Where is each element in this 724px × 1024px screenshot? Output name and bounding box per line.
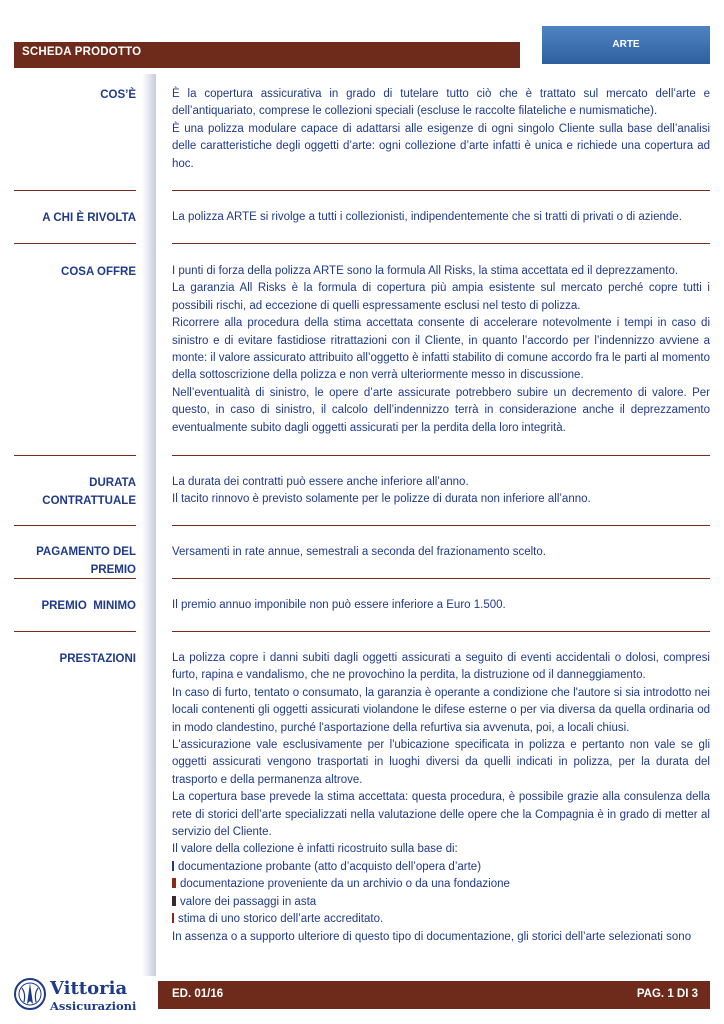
tab-arte[interactable]: [542, 26, 710, 64]
text-premio-minimo: [172, 597, 710, 614]
logo-name: Vittoria: [50, 978, 128, 999]
text-cosa-offre: [172, 263, 710, 437]
rule-left: [14, 578, 136, 579]
section-divider-bar: [142, 74, 156, 976]
paragraph: La garanzia All Risks è la formula di copertura più ampia esistente sul mercato perché copre tutti i possibili rischi, ad eccezione di quelli espressamente esclusi nel testo di polizza.: [172, 282, 710, 312]
label-premio-minimo: PREMIO MINIMO: [41, 600, 136, 612]
label-pagamento: [12, 543, 136, 579]
paragraph: In caso di furto, tentato o consumato, la garanzia è operante a condizione che l'autore si sia introdotto nei locali contenenti gli oggetti assicurati violandone le difese esterne o per via diversa da quella ordinaria od in modo clandestino, purché l'asportazione della refurtiva sia avvenuta, poi, a locali chiusi.: [172, 686, 710, 734]
bullet-icon: [172, 878, 176, 888]
list-item: documentazione probante (atto d’acquisto dell’opera d’arte): [172, 859, 710, 876]
bullet-icon: [172, 896, 176, 906]
label-cosa-offre: COSA OFFRE: [61, 266, 136, 278]
label-line: CONTRATTUALE: [42, 495, 136, 507]
text-a-chi: [172, 209, 710, 226]
paragraph: I punti di forza della polizza ARTE sono la formula All Risks, la stima accettata ed il deprezzamento.: [172, 265, 679, 277]
page-number: PAG. 1 DI 3: [636, 988, 698, 1000]
label-a-chi: A CHI È RIVOLTA: [42, 212, 136, 224]
paragraph: Nell’eventualità di sinistro, le opere d’arte assicurate potrebbero subire un decremento di valore. Per questo, in caso di sinistro, il calcolo dell’indennizzo terrà in considerazione anche il deprezzamento eventualmente subito dagli oggetti assicurati per la perdita della loro integrità.: [172, 386, 710, 434]
label-prestazioni: PRESTAZIONI: [59, 653, 136, 665]
text-prestazioni: [172, 650, 710, 946]
rule-right: [172, 455, 710, 456]
list-item: stima di uno storico dell’arte accreditato.: [172, 911, 710, 928]
rule-right: [172, 578, 710, 579]
logo-sub: Assicurazioni: [50, 999, 137, 1013]
label-cose: COS’È: [100, 89, 136, 101]
header-bar: [14, 42, 520, 68]
rule-right: [172, 190, 710, 191]
header-title: SCHEDA PRODOTTO: [22, 46, 142, 58]
paragraph: La durata dei contratti può essere anche inferiore all’anno.: [172, 476, 469, 488]
label-durata: [12, 474, 136, 510]
paragraph: Il tacito rinnovo è previsto solamente per le polizze di durata non inferiore all’anno.: [172, 493, 591, 506]
rule-left: [14, 243, 136, 244]
paragraph: Versamenti in rate annue, semestrali a seconda del frazionamento scelto.: [172, 546, 546, 558]
label-line: PREMIO: [90, 564, 136, 576]
rule-left: [14, 631, 136, 632]
rule-right: [172, 631, 710, 632]
rule-left: [14, 190, 136, 191]
text-pagamento: [172, 544, 710, 561]
label-line: DURATA: [89, 477, 136, 489]
text-durata: [172, 474, 710, 509]
tab-arte-label: ARTE: [612, 39, 640, 50]
label-line: PAGAMENTO DEL: [36, 546, 136, 558]
paragraph: In assenza o a supporto ulteriore di questo tipo di documentazione, gli storici dell’arte selezionati sono: [172, 930, 692, 943]
paragraph: È la copertura assicurativa in grado di tutelare tutto ciò che è trattato sul mercato dell’arte e dell’antiquariato, comprese le collezioni speciali (escluse le raccolte filateliche e numismatiche).: [172, 88, 710, 118]
list-item: documentazione proveniente da un archivio o da una fondazione: [172, 876, 710, 893]
edition: ED. 01/16: [172, 988, 224, 1000]
footer-bar: [158, 981, 710, 1009]
vittoria-logo: [14, 974, 140, 1016]
text-cose: [172, 86, 710, 173]
paragraph: La polizza copre i danni subiti dagli oggetti assicurati a seguito di eventi accidentali o dolosi, compresi furto, rapina e vandalismo, che ne provochino la perdita, la distruzione od il danneggiamento.: [172, 652, 710, 682]
paragraph: Il valore della collezione è infatti ricostruito sulla base di:: [172, 843, 458, 856]
paragraph: L'assicurazione vale esclusivamente per l'ubicazione specificata in polizza e pertanto non vale se gli oggetti assicurati vengono trasportati in luoghi diversi da quelli indicati in polizza, per la durata del trasporto e della permanenza altrove.: [172, 739, 710, 786]
bullet-icon: [172, 913, 174, 923]
paragraph: La copertura base prevede la stima accettata: questa procedura, è possibile grazie alla consulenza della rete di storici dell’arte specializzati nella valutazione delle opere che la Compagnia è in grado di metter al servizio del Cliente.: [172, 791, 710, 839]
rule-left: [14, 525, 136, 526]
vittoria-seal-icon: [14, 974, 140, 1016]
rule-right: [172, 525, 710, 526]
bullet-icon: [172, 861, 174, 871]
list-item: valore dei passaggi in asta: [172, 894, 710, 911]
paragraph: La polizza ARTE si rivolge a tutti i collezionisti, indipendentemente che si tratti di privati o di aziende.: [172, 211, 682, 223]
paragraph: È una polizza modulare capace di adattarsi alle esigenze di ogni singolo Cliente sulla base dell’analisi delle caratteristiche degli oggetti d’arte: ogni collezione d’arte infatti è unica e richiede una copertura ad hoc.: [172, 122, 710, 170]
paragraph: Il premio annuo imponibile non può essere inferiore a Euro 1.500.: [172, 599, 506, 611]
rule-left: [14, 455, 136, 456]
rule-right: [172, 243, 710, 244]
paragraph: Ricorrere alla procedura della stima accettata consente di accelerare notevolmente i tempi in caso di sinistro e di evitare fastidiose ritrattazioni con il Cliente, in quanto l’accordo per l’indennizzo avviene a monte: il valore assicurato attribuito all’oggetto è infatti stabilito di comune accordo fra le parti al momento della sottoscrizione della polizza e non verrà ulteriormente messo in discussione.: [172, 317, 710, 382]
evidence-list: [172, 859, 710, 929]
